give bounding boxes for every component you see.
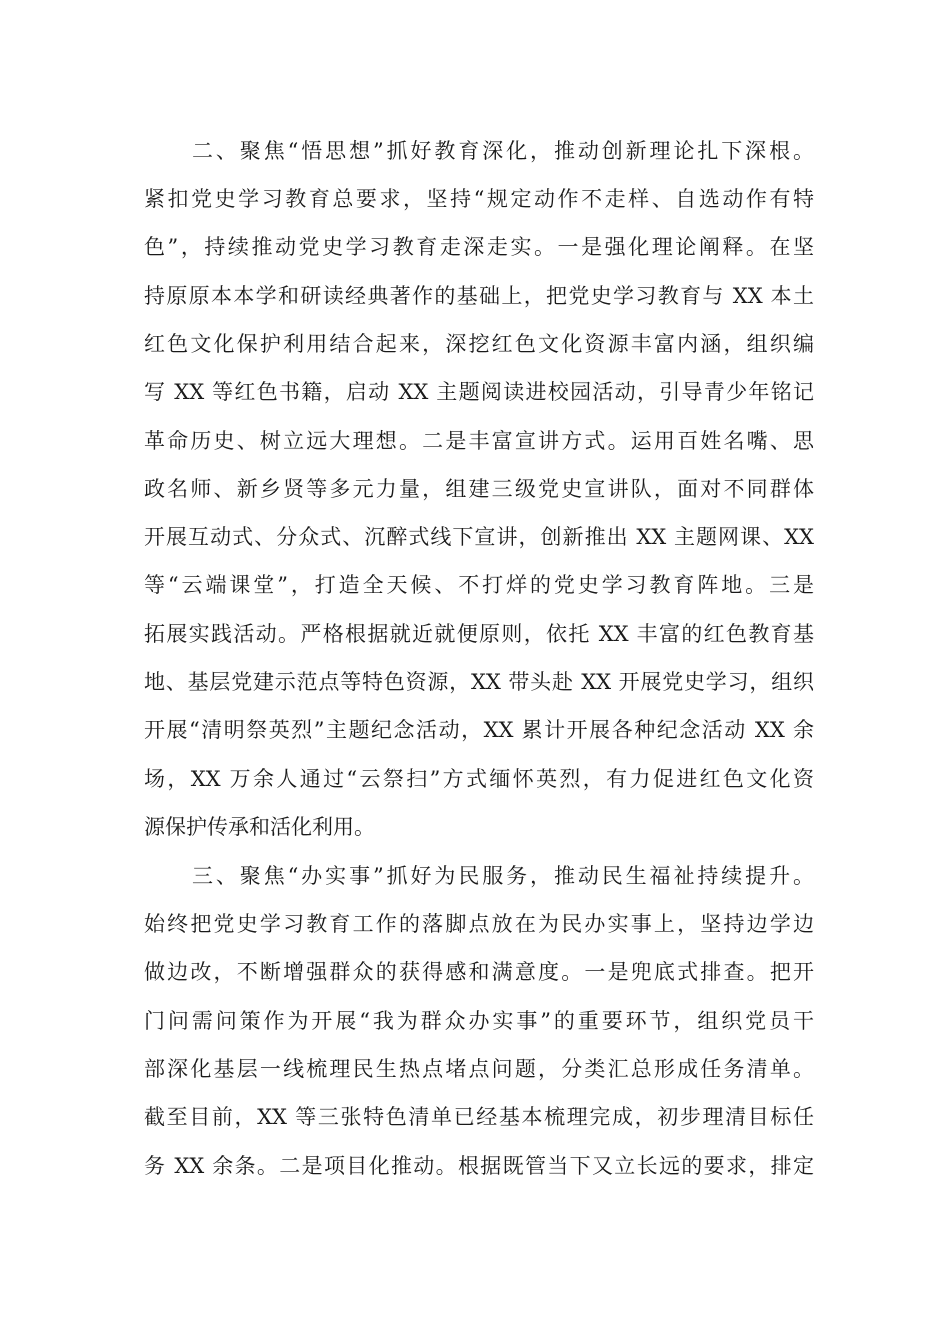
body-line: 拓展实践活动。严格根据就近就便原则，依托 XX 丰富的红色教育基: [144, 622, 814, 646]
body-line: 做边改，不断增强群众的获得感和满意度。一是兜底式排查。把开: [144, 960, 814, 984]
body-line: 地、基层党建示范点等特色资源，XX 带头赴 XX 开展党史学习，组织: [144, 670, 814, 694]
body-line: 政名师、新乡贤等多元力量，组建三级党史宣讲队，面对不同群体: [144, 477, 814, 501]
body-line: 场，XX 万余人通过“云祭扫”方式缅怀英烈，有力促进红色文化资: [144, 767, 814, 791]
section-3-heading-line: 三、聚焦“办实事”抓好为民服务，推动民生福祉持续提升。: [192, 864, 814, 888]
body-line: 部深化基层一线梳理民生热点堵点问题，分类汇总形成任务清单。: [144, 1057, 814, 1081]
section-2-heading-line: 二、聚焦“悟思想”抓好教育深化，推动创新理论扎下深根。: [192, 139, 814, 163]
body-line: 革命历史、树立远大理想。二是丰富宣讲方式。运用百姓名嘴、思: [144, 429, 814, 453]
body-line: 务 XX 余条。二是项目化推动。根据既管当下又立长远的要求，排定: [144, 1154, 814, 1178]
body-line: 写 XX 等红色书籍，启动 XX 主题阅读进校园活动，引导青少年铭记: [144, 380, 814, 404]
body-line: 始终把党史学习教育工作的落脚点放在为民办实事上，坚持边学边: [144, 912, 814, 936]
body-line: 持原原本本学和研读经典著作的基础上，把党史学习教育与 XX 本土: [144, 284, 814, 308]
body-line: 截至目前，XX 等三张特色清单已经基本梳理完成，初步理清目标任: [144, 1105, 814, 1129]
body-line: 红色文化保护利用结合起来，深挖红色文化资源丰富内涵，组织编: [144, 332, 814, 356]
body-line: 门问需问策作为开展“我为群众办实事”的重要环节，组织党员干: [144, 1009, 814, 1033]
body-line: 色”，持续推动党史学习教育走深走实。一是强化理论阐释。在坚: [144, 235, 814, 259]
body-line: 等“云端课堂”，打造全天候、不打烊的党史学习教育阵地。三是: [144, 573, 814, 597]
body-line-last: 源保护传承和活化利用。: [144, 815, 375, 839]
body-line: 开展“清明祭英烈”主题纪念活动，XX 累计开展各种纪念活动 XX 余: [144, 718, 814, 742]
body-line: 紧扣党史学习教育总要求，坚持“规定动作不走样、自选动作有特: [144, 187, 814, 211]
body-line: 开展互动式、分众式、沉醉式线下宣讲，创新推出 XX 主题网课、XX: [144, 525, 814, 549]
